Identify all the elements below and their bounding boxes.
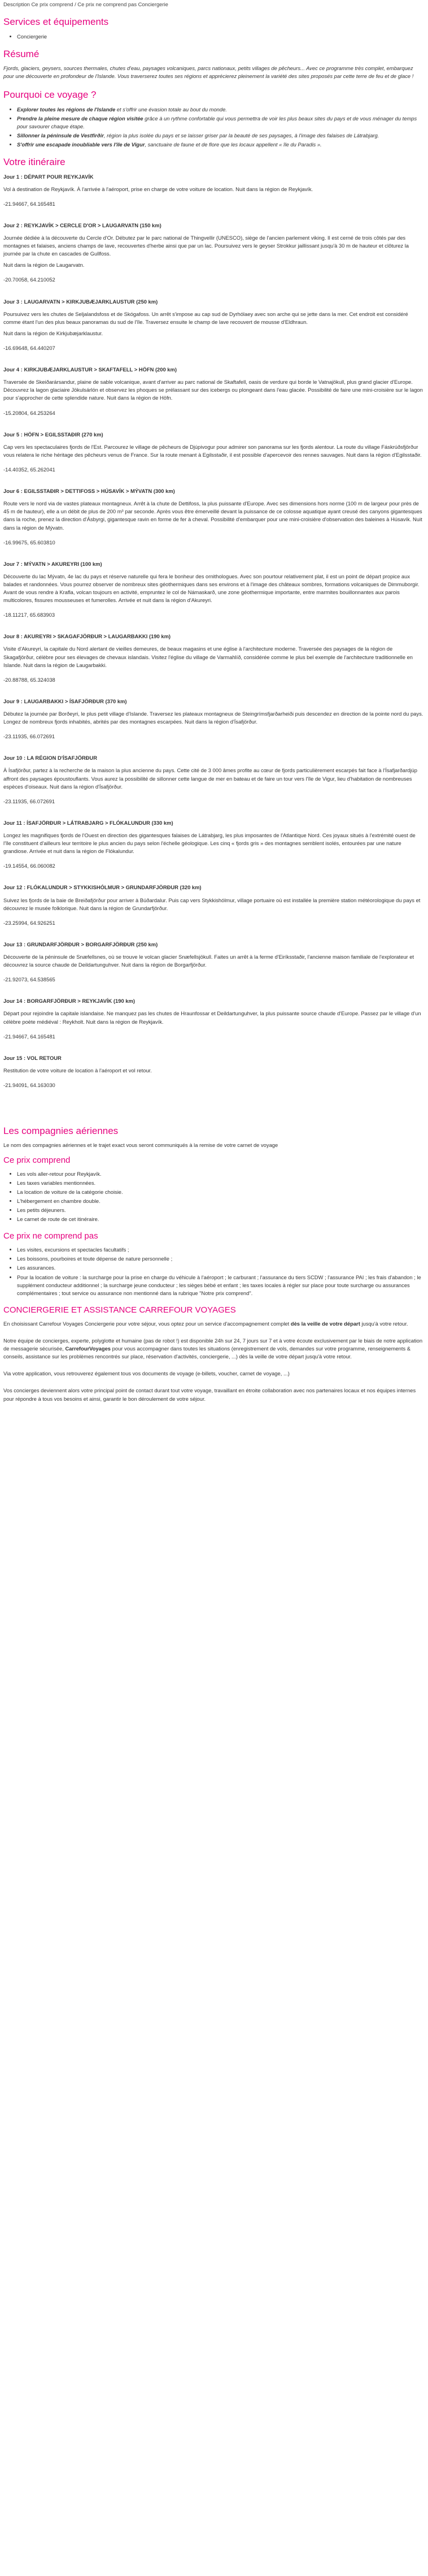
list-item: • Les visites, excursions et spectacles facultatifs ; xyxy=(17,1246,425,1254)
conciergerie-paragraph: En choisissant Carrefour Voyages Conciergerie pour votre séjour, vous optez pour un service d'accompagnement complet dès la veille de votre départ jusqu'à votre retour. xyxy=(3,1320,408,1327)
itinerary-days xyxy=(3,173,425,1090)
itinerary-day xyxy=(3,698,425,741)
day-coordinates: -23.11935, 66.072691 xyxy=(3,798,55,804)
itinerary-day xyxy=(3,173,425,208)
day-description: Vol à destination de Reykjavík. À l'arrivée à l'aéroport, prise en charge de votre voiture de location. Nuit dans la région de Reykjavík. xyxy=(3,185,313,192)
services-list xyxy=(3,33,425,41)
highlight-rest: grâce à un rythme confortable qui vous permettra de voir les plus beaux sites du pays et de vous ménager du temps pour savourer chaque étape. xyxy=(17,115,417,129)
day-title: Jour 1 : DÉPART POUR REYKJAVÍK xyxy=(3,173,94,180)
list-item: • La location de voiture de la catégorie choisie. xyxy=(17,1188,425,1196)
list-item: • L'hébergement en chambre double. xyxy=(17,1197,425,1205)
services-title: Services et équipements xyxy=(3,16,109,28)
day-description: Départ pour rejoindre la capitale islandaise. Ne manquez pas les chutes de Hraunfossar et Deildartunguhver, la plus puissante source chaude d'Europe. Passez par le village d'un célèbre poète médiéval : Reykholt. Nuit dans la région de Reykjavík. xyxy=(3,1010,421,1025)
day-description: Découverte de la péninsule de Snæfellsnes, où se trouve le volcan glacier Snæfellsjökull. Faites un arrêt à la ferme d'Eiríksstaðir, l'ancienne maison familiale de l'explorateur et découvrez la source chaude de Deildartunguhver. Nuit dans la région de Borgarfjörður. xyxy=(3,954,414,968)
day-title: Jour 13 : GRUNDARFJÖRÐUR > BORGARFJÖRÐUR (250 km) xyxy=(3,941,158,947)
conciergerie-section xyxy=(3,1305,425,1403)
day-description: Traversée de Skeiðarársandur, plaine de sable volcanique, avant d'arriver au parc national de Skaftafell, oasis de verdure qui borde le Vatnajökull, plus grand glacier d'Europe. Découvrez la lagon glaciaire Jökulsárlón et observez les phoques se prélassant sur des icebergs ou plongeant dans l'eau glacée. Possibilité de faire une mini-croisière sur le lagon pour s'approcher de cette splendide nature. Nuit dans la région de Höfn. xyxy=(3,379,423,401)
day-description: Restitution de votre voiture de location à l'aéroport et vol retour. xyxy=(3,1067,152,1073)
highlight-bold: Sillonner la péninsule de Vestfirðir xyxy=(17,132,104,138)
list-item: • Conciergerie xyxy=(17,33,425,41)
highlight-rest: et s'offrir une évasion totale au bout du monde. xyxy=(115,106,227,112)
list-item xyxy=(17,106,425,114)
highlight-bold: Explorer toutes les régions de l'Islande xyxy=(17,106,116,112)
ne-comprend-pas-list xyxy=(3,1246,425,1297)
compagnies-text: Le nom des compagnies aériennes et le trajet exact vous seront communiqués à la remise de votre carnet de voyage xyxy=(3,1142,278,1149)
day-description: Suivez les fjords de la baie de Breiðafjörður pour arriver à Búðardalur. Puis cap vers Stykkishólmur, village portuaire où est installée la première station météorologique du pays et découvrez le musée folklorique. Nuit dans la région de Grundarfjörður. xyxy=(3,897,421,911)
day-description: Visite d'Akureyri, la capitale du Nord alertant de vieilles demeures, de beaux magasins et une église à l'architecture moderne. Traversée des paysages de la région de Skagafjörður, célèbre pour ses élevages de chevaux islandais. Visitez l'église du village de Varmahlíð, considérée comme le plus bel exemple de l'architecture traditionnelle en Islande. Nuit dans la région de Laugarbakki. xyxy=(3,646,413,668)
pourquoi-list xyxy=(3,106,425,149)
day-description: Nuit dans la région de Kirkjubæjarklaustur. xyxy=(3,330,103,336)
highlight-rest: , région la plus isolée du pays et se laisser griser par la beauté de ses paysages, à l'image des falaises de Látrabjarg. xyxy=(103,132,379,138)
itinerary-day xyxy=(3,754,425,806)
pourquoi-section xyxy=(3,89,425,149)
highlight-rest: , sanctuaire de faune et de flore que les locaux appellent « île du Paradis ». xyxy=(145,141,322,148)
breadcrumb: Description Ce prix comprend / Ce prix ne comprend pas Conciergerie xyxy=(3,1,168,7)
day-description: À Ísafjörður, partez à la recherche de la maison la plus ancienne du pays. Cette cité de 3 000 âmes profite au cœur de fjords particulièrement escarpés fait face à l'Ísafjarðardjúp affront des paysages époustouflants. Vous aurez la possibilité de sillonner cette langue de mer en bateau et de faire un tour vers l'île de Vigur, lieu d'habitation de nombreuses espèces d'oiseaux. Nuit dans la région d'Ísafjörður. xyxy=(3,767,417,790)
highlight-bold: Prendre la pleine mesure de chaque région visitée xyxy=(17,115,143,122)
day-title: Jour 6 : EGILSSTAÐIR > DETTIFOSS > HÚSAVÍK > MÝVATN (300 km) xyxy=(3,488,175,495)
day-title: Jour 15 : VOL RETOUR xyxy=(3,1054,62,1061)
day-title: Jour 9 : LAUGARBAKKI > ÍSAFJÖRÐUR (370 km) xyxy=(3,698,127,704)
conciergerie-paragraph: Via votre application, vous retrouverez également tous vos documents de voyage (e-billets, voucher, carnet de voyage, ...) xyxy=(3,1370,290,1377)
list-item: • Les vols aller-retour pour Reykjavík. xyxy=(17,1170,425,1178)
day-coordinates: -15.20804, 64.253264 xyxy=(3,409,55,416)
compagnies-title: Les compagnies aériennes xyxy=(3,1125,119,1137)
pourquoi-title: Pourquoi ce voyage ? xyxy=(3,89,97,101)
conciergerie-paragraph: Notre équipe de concierges, experte, polyglotte et humaine (pas de robot !) est disponible 24h sur 24, 7 jours sur 7 et à votre écoute exclusivement par le biais de notre application de messagerie sécurisée, CarrefourVoyages pour vous accompagner dans toutes les situations (enregistrement de vols, demandes sur votre programme, renseignements & conseils, assistance sur les problèmes rencontrés sur place, réservation d'activités, conciergerie, ...) dès la veille de votre départ jusqu'à votre retour. xyxy=(3,1337,423,1360)
day-description: Cap vers les spectaculaires fjords de l'Est. Parcourez le village de pêcheurs de Djúpivogur pour admirer son panorama sur les fjords alentour. La route du village Fáskrúðsfjörður vous relatera le riche héritage des pêcheurs venus de France. Sur la route menant à Egilsstaðir, il est possible d'apercevoir des rennes sauvages. Nuit dans la région d'Egilsstaðir. xyxy=(3,443,422,458)
itinerary-day xyxy=(3,997,425,1040)
day-coordinates: -21.94667, 64.165481 xyxy=(3,200,55,207)
day-description: Journée dédiée à la découverte du Cercle d'Or. Débutez par le parc national de Thingvellir (UNESCO), siège de l'ancien parlement viking. Il est cerné de trois côtés par des montagnes et falaises, anciens champs de lave, recouvertes d'herbe ainsi que par un lac. Poursuivez vers le geyser Strokkur jaillissant jusqu'à 30 m de hauteur et clôturez la journée par la chute en cascades de Gullfoss. xyxy=(3,234,409,257)
itinerary-day xyxy=(3,819,425,871)
day-coordinates: -18.11217, 65.683903 xyxy=(3,612,55,618)
day-coordinates: -20.88788, 65.324038 xyxy=(3,676,55,683)
list-item xyxy=(17,132,425,140)
day-coordinates: -23.11935, 66.072691 xyxy=(3,733,55,740)
list-item: • Pour la location de voiture : la surcharge pour la prise en charge du véhicule à l'aéroport ; le carburant ; l'assurance du tiers SCDW ; l'assurance PAI ; les frais d'abandon ; le supplément conducteur additionnel ; la surcharge jeune conducteur ; les sièges bébé et enfant ; les taxes locales à régler sur place pour toute surcharge ou assurances complémentaires ; tout service ou assurance non mentionné dans la rubrique "Notre prix comprend". xyxy=(17,1274,425,1297)
day-title: Jour 2 : REYKJAVÍK > CERCLE D'OR > LAUGARVATN (150 km) xyxy=(3,222,161,228)
resume-text: Fjords, glaciers, geysers, sources thermales, chutes d'eau, paysages volcaniques, parcs nationaux, petits villages de pêcheurs... Avec ce programme très complet, embarquez pour une découverte en profondeur de l'Islande. Vous traverserez toutes ses régions et apprécierez pleinement la variété des sites proposés par cette terre de feu et de glace ! xyxy=(3,65,414,80)
itinerary-day xyxy=(3,1054,425,1089)
day-title: Jour 12 : FLÓKALUNDUR > STYKKISHÓLMUR > GRUNDARFJÖRÐUR (320 km) xyxy=(3,884,202,891)
itinerary-day xyxy=(3,560,425,620)
day-title: Jour 8 : AKUREYRI > SKAGAFJÖRÐUR > LAUGARBAKKI (190 km) xyxy=(3,633,171,640)
list-item xyxy=(17,141,425,149)
itinerary-day xyxy=(3,884,425,927)
day-description: Route vers le nord via de vastes plateaux montagneux. Arrêt à la chute de Dettifoss, la plus puissante d'Europe. Avec ses dimensions hors norme (100 m de largeur pour près de 45 m de hauteur), elle a un débit de plus de 200 m³ par seconde. Après vous être émerveillé devant la puissance de ce colosse aquatique ayant creusé des canyons gigantesques dans la roche, prenez la direction d'Ásbyrgi, gigantesque ravin en forme de fer à cheval. Possibilité d'embarquer pour une mini-croisière d'observation des baleines à Húsavík. Nuit dans la région de Mývatn. xyxy=(3,500,422,531)
day-coordinates: -19.14554, 66.060082 xyxy=(3,863,55,869)
list-item: • Les petits déjeuners. xyxy=(17,1206,425,1214)
day-title: Jour 7 : MÝVATN > AKUREYRI (100 km) xyxy=(3,560,102,567)
day-coordinates: -21.94091, 64.163030 xyxy=(3,1081,55,1088)
day-coordinates: -21.92073, 64.538565 xyxy=(3,976,55,983)
itineraire-title: Votre itinéraire xyxy=(3,157,65,168)
day-coordinates: -21.94667, 64.165481 xyxy=(3,1033,55,1040)
comprend-section xyxy=(3,1155,425,1224)
day-description: Nuit dans la région de Laugarvatn. xyxy=(3,262,85,269)
day-description: Débutez la journée par Borðeyri, le plus petit village d'Islande. Traversez les plateaux montagneux de Steingrímsfjarðarheiði puis descendez en direction de la pointe nord du pays. Longez de nombreux fjords inhabités, abrités par des montagnes escarpées. Nuit dans la région d'Ísafjörður. xyxy=(3,711,423,725)
ne-comprend-pas-title: Ce prix ne comprend pas xyxy=(3,1231,98,1241)
day-coordinates: -23.25994, 64.926251 xyxy=(3,919,55,926)
resume-section xyxy=(3,49,425,81)
day-coordinates: -16.99675, 65.603810 xyxy=(3,539,55,545)
services-section xyxy=(3,16,425,41)
day-title: Jour 14 : BORGARFJÖRÐUR > REYKJAVÍK (190 km) xyxy=(3,998,135,1005)
list-item: • Les assurances. xyxy=(17,1264,425,1272)
day-description: Longez les magnifiques fjords de l'Ouest en direction des gigantesques falaises de Látrabjarg, les plus imposantes de l'Atlantique Nord. Ces joyaux situés à l'extrémité ouest de l'île constituent d'ailleurs leur territoire le plus ancien du pays selon l'échelle géologique. Les cinq « fjords gris » des montagnes semblent isolés, entourées par une nature grandiose. Arrivée et nuit dans la région de Flókalundur. xyxy=(3,832,416,855)
itinerary-day xyxy=(3,298,425,353)
day-description: Poursuivez vers les chutes de Seljalandsfoss et de Skógafoss. Un arrêt s'impose au cap sud de Dyrhólaey avec son arche qui se jette dans la mer. Cet endroit est considéré comme étant l'un des plus beaux panoramas du sud de l'île. Traversez ensuite le champ de lave recouvert de mousse d'Eldhraun. xyxy=(3,310,408,325)
itinerary-day xyxy=(3,366,425,417)
comprend-title: Ce prix comprend xyxy=(3,1155,71,1165)
resume-title: Résumé xyxy=(3,48,40,59)
itinerary-day xyxy=(3,633,425,684)
highlight-bold: S'offrir une escapade inoubliable vers l'île de Vigur xyxy=(17,141,145,148)
day-coordinates: -20.70058, 64.210052 xyxy=(3,276,55,283)
day-coordinates: -14.40352, 65.262041 xyxy=(3,466,55,473)
list-item: • Le carnet de route de cet itinéraire. xyxy=(17,1215,425,1223)
day-title: Jour 4 : KIRKJUBÆJARKLAUSTUR > SKAFTAFELL > HÖFN (200 km) xyxy=(3,366,177,373)
day-title: Jour 11 : ÍSAFJÖRÐUR > LÁTRABJARG > FLÓKALUNDUR (330 km) xyxy=(3,819,173,826)
conciergerie-paragraph: Vos concierges deviennent alors votre principal point de contact durant tout votre voyage, travaillant en étroite collaboration avec nos partenaires locaux et nos équipes internes pour répondre à tous vos besoins et ainsi, garantir le bon déroulement de votre séjour. xyxy=(3,1387,416,1402)
day-coordinates: -16.69648, 64.440207 xyxy=(3,344,55,351)
itinerary-day xyxy=(3,487,425,547)
ne-comprend-pas-section xyxy=(3,1231,425,1297)
list-item xyxy=(17,115,425,131)
itinerary-day xyxy=(3,431,425,474)
itineraire-section xyxy=(3,157,425,1089)
day-title: Jour 10 : LA RÉGION D'ÍSAFJÖRÐUR xyxy=(3,755,97,761)
compagnies-section xyxy=(3,1125,425,1150)
conciergerie-title: CONCIERGERIE ET ASSISTANCE CARREFOUR VOYAGES xyxy=(3,1305,236,1315)
list-item: • Les taxes variables mentionnées. xyxy=(17,1179,425,1187)
itinerary-day xyxy=(3,941,425,984)
day-title: Jour 5 : HÖFN > EGILSSTAÐIR (270 km) xyxy=(3,431,103,438)
comprend-list xyxy=(3,1170,425,1224)
day-title: Jour 3 : LAUGARVATN > KIRKJUBÆJARKLAUSTUR (250 km) xyxy=(3,298,158,305)
list-item: • Les boissons, pourboires et toute dépense de nature personnelle ; xyxy=(17,1255,425,1263)
itinerary-day xyxy=(3,222,425,284)
day-description: Découverte du lac Mývatn, 4e lac du pays et réserve naturelle qui fera le bonheur des ornithologues. Avec son pourtour relativement plat, il est un point de départ propice aux balades et randonnées. Vous pourrez observer de nombreux sites géothermiques dans ses environs et à l'image des châteaux sombres, formations volcaniques de Dimmuborgir. Avant de vous rendre à Krafla, volcan toujours en activité, empruntez le col de Námaskarð, une zone géothermique importante, entre marmites bouillonnantes aux parois multicolores, fissures mousseuses et fumerolles. Arrivée et nuit dans la région d'Akureyri. xyxy=(3,573,420,604)
